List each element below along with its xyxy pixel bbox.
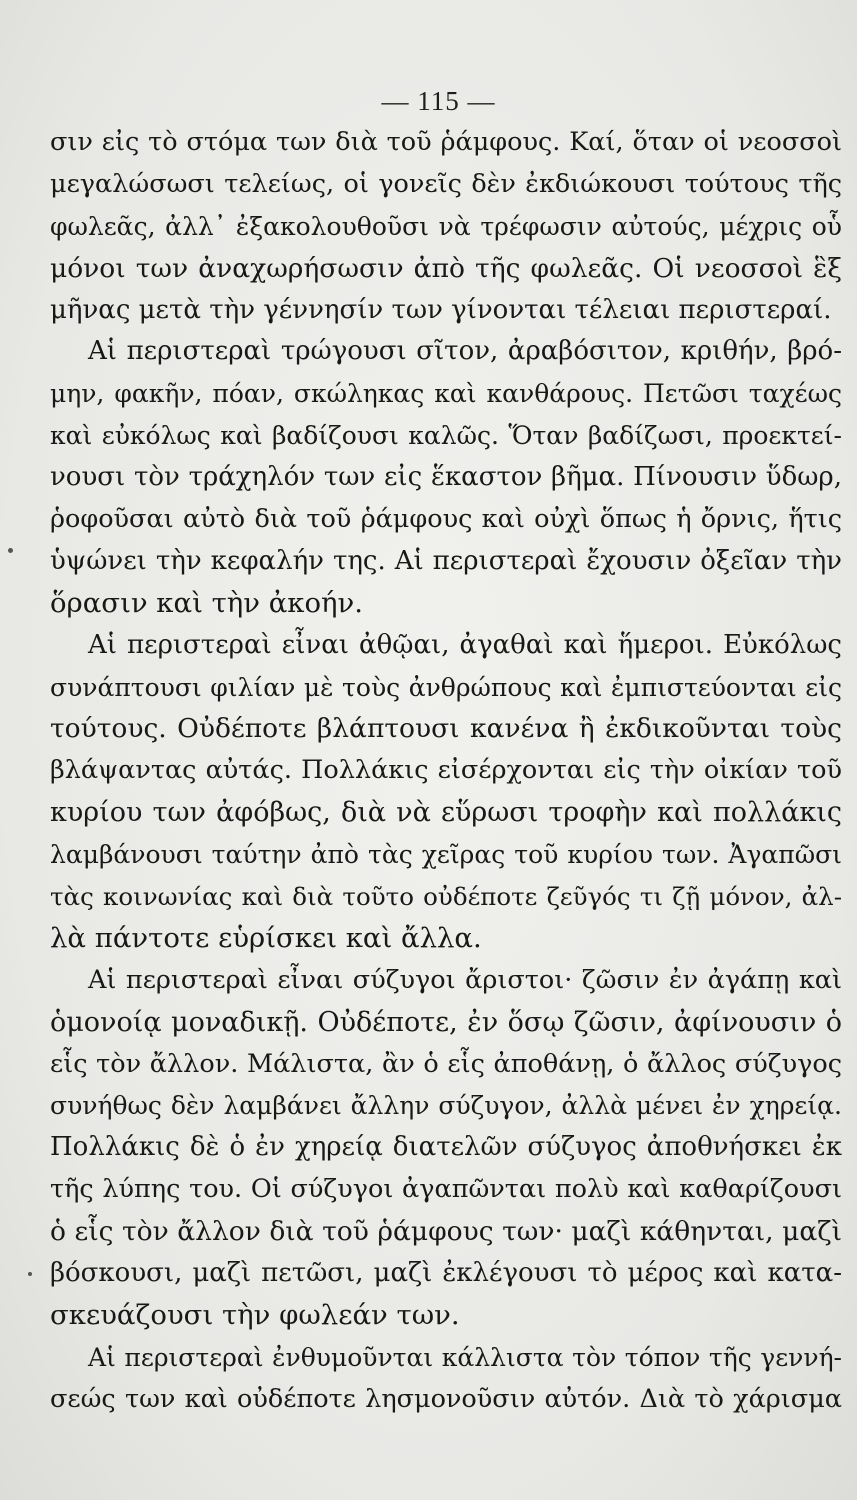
text-line: σιν εἰς τὸ στόμα των διὰ τοῦ ῥάμφους. Καί, ὅταν οἱ νεοσσοὶ bbox=[50, 127, 842, 157]
text-line: μόνοι των ἀναχωρήσωσιν ἀπὸ τῆς φωλεᾶς. Οἱ νεοσσοὶ ἓξ bbox=[50, 252, 842, 284]
text-line: ὅρασιν καὶ τὴν ἀκοήν. bbox=[50, 586, 363, 619]
text-line: καὶ εὐκόλως καὶ βαδίζουσι καλῶς. Ὅταν βαδίζωσι, προεκτεί- bbox=[50, 421, 842, 451]
text-line: λαμβάνουσι ταύτην ἀπὸ τὰς χεῖρας τοῦ κυρίου των. Ἀγαπῶσι bbox=[50, 840, 842, 870]
text-line: μην, φακῆν, πόαν, σκώληκας καὶ κανθάρους. Πετῶσι ταχέως bbox=[50, 379, 842, 409]
text-line: Αἱ περιστεραὶ εἶναι σύζυγοι ἄριστοι· ζῶσιν ἐν ἀγάπῃ καὶ bbox=[88, 964, 842, 995]
page-number: — 115 — bbox=[381, 86, 496, 116]
text-line: συνήθως δὲν λαμβάνει ἄλλην σύζυγον, ἀλλὰ μένει ἐν χηρείᾳ. bbox=[50, 1091, 842, 1121]
text-line: βλάψαντας αὐτάς. Πολλάκις εἰσέρχονται εἰς τὴν οἰκίαν τοῦ bbox=[50, 755, 842, 786]
text-line: Αἱ περιστεραὶ ἐνθυμοῦνται κάλλιστα τὸν τόπον τῆς γεννή- bbox=[88, 1342, 842, 1372]
text-line: τῆς λύπης του. Οἱ σύζυγοι ἀγαπῶνται πολὺ καὶ καθαρίζουσι bbox=[50, 1174, 842, 1205]
text-line: τούτους. Οὐδέποτε βλάπτουσι κανένα ἢ ἐκδικοῦνται τοὺς bbox=[50, 713, 842, 745]
text-line: σκευάζουσι τὴν φωλεάν των. bbox=[50, 1298, 460, 1331]
text-line: συνάπτουσι φιλίαν μὲ τοὺς ἀνθρώπους καὶ ἐμπιστεύονται εἰς bbox=[50, 672, 842, 702]
body-text bbox=[50, 122, 842, 1421]
text-line: λὰ πάντοτε εὑρίσκει καὶ ἄλλα. bbox=[50, 921, 482, 954]
text-line: νουσι τὸν τράχηλόν των εἰς ἕκαστον βῆμα. Πίνουσιν ὕδωρ, bbox=[50, 462, 842, 493]
text-line: εἷς τὸν ἄλλον. Μάλιστα, ἂν ὁ εἷς ἀποθάνῃ, ὁ ἄλλος σύζυγος bbox=[50, 1048, 842, 1079]
text-line: Πολλάκις δὲ ὁ ἐν χηρείᾳ διατελῶν σύζυγος ἀποθνήσκει ἐκ bbox=[50, 1132, 842, 1163]
text-line: σεώς των καὶ οὐδέποτε λησμονοῦσιν αὐτόν. Διὰ τὸ χάρισμα bbox=[50, 1383, 842, 1414]
text-line: τὰς κοινωνίας καὶ διὰ τοῦτο οὐδέποτε ζεῦγός τι ζῇ μόνον, ἀλ- bbox=[50, 882, 842, 912]
print-speck bbox=[28, 1272, 32, 1276]
text-line: φωλεᾶς, ἀλλ᾽ ἐξακολουθοῦσι νὰ τρέφωσιν αὐτούς, μέχρις οὗ bbox=[50, 211, 842, 241]
text-line: ὁ εἷς τὸν ἄλλον διὰ τοῦ ῥάμφους των· μαζὶ κάθηνται, μαζὶ bbox=[50, 1216, 842, 1248]
text-line: Αἱ περιστεραὶ τρώγουσι σῖτον, ἀραβόσιτον, κριθήν, βρό- bbox=[88, 336, 842, 367]
text-line: μεγαλώσωσι τελείως, οἱ γονεῖς δὲν ἐκδιώκουσι τούτους τῆς bbox=[50, 168, 842, 199]
text-line: μῆνας μετὰ τὴν γέννησίν των γίνονται τέλειαι περιστεραί. bbox=[50, 294, 832, 325]
text-line: βόσκουσι, μαζὶ πετῶσι, μαζὶ ἐκλέγουσι τὸ μέρος καὶ κατα- bbox=[50, 1258, 842, 1289]
print-speck bbox=[8, 548, 13, 553]
text-line: κυρίου των ἀφόβως, διὰ νὰ εὕρωσι τροφὴν καὶ πολλάκις bbox=[50, 797, 842, 829]
text-line: Αἱ περιστεραὶ εἶναι ἀθῷαι, ἀγαθαὶ καὶ ἥμεροι. Εὐκόλως bbox=[88, 629, 842, 660]
text-line: ῥοφοῦσαι αὐτὸ διὰ τοῦ ῥάμφους καὶ οὐχὶ ὅπως ἡ ὄρνις, ἥτις bbox=[50, 504, 842, 535]
text-line: ὑψώνει τὴν κεφαλήν της. Αἱ περιστεραὶ ἔχουσιν ὀξεῖαν τὴν bbox=[50, 545, 842, 576]
text-line: ὁμονοίᾳ μοναδικῇ. Οὐδέποτε, ἐν ὅσῳ ζῶσιν, ἀφίνουσιν ὁ bbox=[50, 1006, 842, 1038]
